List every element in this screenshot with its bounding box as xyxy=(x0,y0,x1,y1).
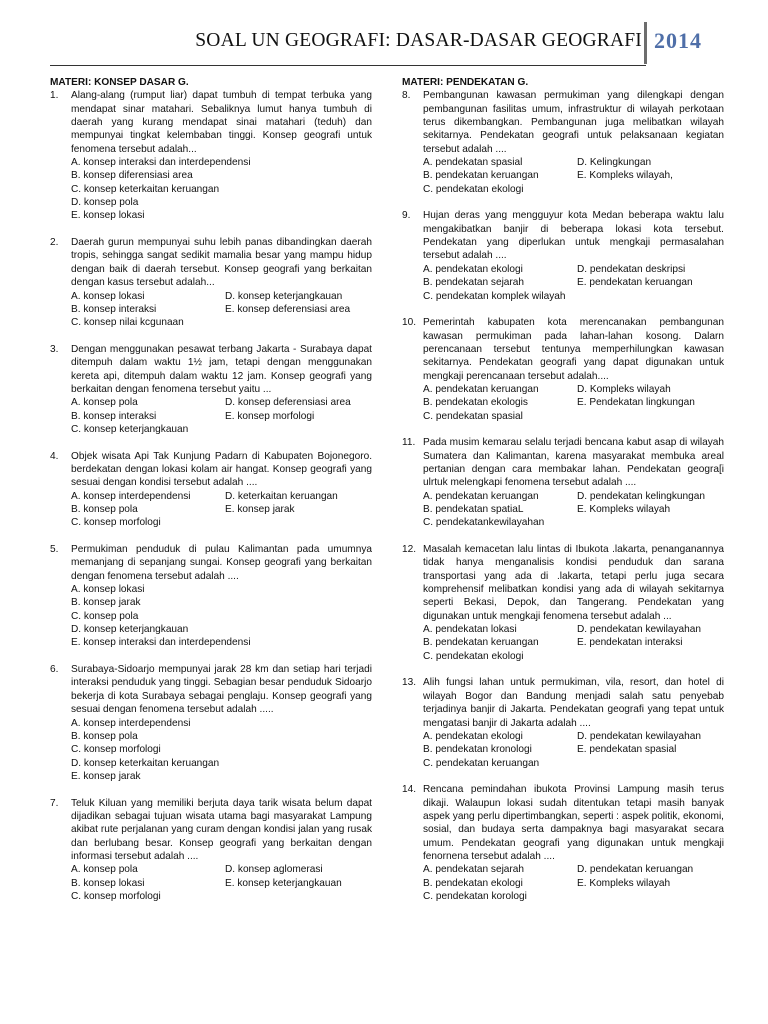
page-title: SOAL UN GEOGRAFI: DASAR-DASAR GEOGRAFI xyxy=(195,30,642,51)
question-text: Masalah kemacetan lalu lintas di Ibukota .lakarta, penanganannya tidak hanya menganalisis kondisi penduduk dan sarana transportasi yang ada di .lakarta, tetapi perlu juga secara komprehensif melibatkan kondisi yang ada di wilayah sekitarnya seperti Bekasi, Depok, dan Tangerang. Pendekatan yang digunakan untuk mengkaji fenomena tersebut adalah ... xyxy=(423,544,724,622)
answer-option: D. pendekatan kewilayahan xyxy=(577,624,702,636)
question-text: Objek wisata Api Tak Kunjung Padarn di Kabupaten Bojonegoro. berdekatan dengan lokasi kolam air hangat. Konsep geografi yang sesuai dengan kondisi tersebut adalah .... xyxy=(71,450,372,489)
answer-option: C. konsep morfologi xyxy=(71,744,161,756)
answer-options xyxy=(71,290,372,330)
answer-option: D. pendekatan kelingkungan xyxy=(577,490,705,502)
answer-option: D. pendekatan kewilayahan xyxy=(577,730,702,742)
answer-option: A. pendekatan keruangan xyxy=(423,383,539,395)
answer-options xyxy=(423,490,724,530)
answer-option: B. konsep interaksi xyxy=(71,303,157,315)
question-text: Pemerintah kabupaten kota merencanakan pembangunan kawasan permukiman pada lahan-lahan kosong. Dalarn perencanaan tersebut tentunya memperhilungkan kawasan sekitarnya. Pendekatan geografi yang dapat digunakan untuk mengkaji perencanaan tersebut adalah.... xyxy=(423,317,724,382)
question-item xyxy=(402,783,724,903)
question-text: Hujan deras yang mengguyur kota Medan beberapa waktu lalu mengakibatkan banjir di beberapa lokasi kota tersebut. Pendekatan yang diperlukan untuk mengkaji permasalahan tersebut adalah .... xyxy=(423,210,724,262)
answer-option: D. konsep deferensiasi area xyxy=(225,397,351,409)
answer-option: A. pendekatan lokasi xyxy=(423,624,517,636)
question-item xyxy=(402,316,724,423)
question-number: 5. xyxy=(50,544,59,556)
answer-option: E. Kompleks wilayah xyxy=(577,877,671,889)
answer-option: C. konsep pola xyxy=(71,610,139,622)
answer-option: D. Kelingkungan xyxy=(577,157,652,169)
question-number: 2. xyxy=(50,237,59,249)
question-text: Permukiman penduduk di pulau Kalimantan pada umumnya memanjang di sepanjang sungai. Konsep geografi yang berkaitan dengan fenomena tersebut adalah .... xyxy=(71,544,372,582)
answer-option: C. konsep nilai kcgunaan xyxy=(71,317,184,329)
question-body xyxy=(423,543,724,663)
question-number: 13. xyxy=(402,677,417,689)
answer-option: E. konsep jarak xyxy=(71,770,141,782)
answer-option: A. pendekatan ekologi xyxy=(423,730,523,742)
answer-option: E. pendekatan keruangan xyxy=(577,277,693,289)
header-rule xyxy=(50,65,646,66)
answer-option: E. konsep morfologi xyxy=(225,410,315,422)
question-body xyxy=(423,316,724,423)
answer-option: E. konsep deferensiasi area xyxy=(225,303,351,315)
answer-options xyxy=(71,490,372,530)
answer-option: E. konsep lokasi xyxy=(71,210,145,222)
answer-options xyxy=(71,717,372,784)
question-number: 6. xyxy=(50,664,59,676)
answer-option: A. konsep lokasi xyxy=(71,584,145,596)
question-text: Dengan menggunakan pesawat terbang Jakarta - Surabaya dapat ditempuh dalam waktu 1½ jam, tetapi dengan menggunakan kereta api, ditempuh dalam waktu 12 jam. Konsep geografi yang berkaitan dengan fenomena tersebut yaitu ... xyxy=(71,343,372,395)
answer-option: B. pendekatan keruangan xyxy=(423,637,539,649)
question-body xyxy=(71,236,372,329)
question-body xyxy=(423,209,724,302)
answer-options xyxy=(423,863,724,903)
answer-option: E. konsep interaksi dan interdependensi xyxy=(71,637,251,649)
question-body xyxy=(71,663,372,783)
answer-option: B. konsep pola xyxy=(71,504,138,515)
answer-option: B. pendekatan keruangan xyxy=(423,170,539,182)
header-year: 2014 xyxy=(654,28,702,53)
answer-option: D. konsep pola xyxy=(71,197,139,209)
answer-option: B. konsep diferensiasi area xyxy=(71,170,193,182)
answer-option: D. konsep keterkaitan keruangan xyxy=(71,757,220,769)
answer-option: B. pendekatan spatiaL xyxy=(423,504,524,515)
answer-option: A. pendekatan keruangan xyxy=(423,490,539,502)
answer-option: E. pendekatan interaksi xyxy=(577,637,683,649)
question-number: 9. xyxy=(402,210,411,222)
question-item xyxy=(50,663,372,783)
section-title-pendekatan: MATERI: PENDEKATAN G. xyxy=(402,77,529,88)
answer-option: E. Kompleks wilayah xyxy=(577,504,671,515)
answer-options xyxy=(423,730,724,770)
question-text: Pada musim kemarau selalu terjadi bencana kabut asap di wilayah Sumatera dan Kalimantan, karena masyarakat membuka areal pertanian dengan cara membakar lahan. Pendekatan geogra[i ulrtuk melengkapi fenomena tersebut adalah .... xyxy=(423,437,724,489)
question-number: 4. xyxy=(50,450,59,462)
question-number: 12. xyxy=(402,544,417,556)
answer-option: B. pendekatan ekologi xyxy=(423,877,523,889)
answer-option: D. konsep keterjangkauan xyxy=(225,290,343,302)
answer-options xyxy=(71,396,372,436)
answer-option: D. keterkaitan keruangan xyxy=(225,490,338,502)
answer-option: C. pendekatan ekologi xyxy=(423,650,524,662)
question-item xyxy=(402,209,724,302)
answer-option: D. Kompleks wilayah xyxy=(577,383,671,395)
answer-option: C. pendekatan komplek wilayah xyxy=(423,290,566,302)
right-column xyxy=(402,76,724,917)
question-number: 8. xyxy=(402,90,411,102)
question-item xyxy=(50,797,372,904)
question-text: Alih fungsi lahan untuk permukiman, vila, resort, dan hotel di wilayah Bogor dan Bandung menjadi salah satu penyebab terjadinya banjir di Jakarta. Pendekatan geografi yang tepat untuk mengatasi banjir di Jakarta adalah .... xyxy=(423,677,724,729)
question-text: Teluk Kiluan yang memiliki berjuta daya tarik wisata belum dapat dijadikan sebagai tujuan wisata utama bagi masyarakat Lampung akibat rute perjalanan yang curam dengan kondisi jalan yang rusak dan berlubang besar. Konsep geografi yang berkaitan dengan informasi tersebut adalah .... xyxy=(71,797,372,862)
answer-option: B. pendekatan kronologi xyxy=(423,744,532,756)
answer-options xyxy=(423,383,724,423)
answer-options xyxy=(71,863,372,903)
question-text: Pembangunan kawasan permukiman yang dilengkapi dengan pembangunan fasilitas umum, infrastruktur di wilayah perkotaan terus dikembangkan. Pembangunan juga melibatkan wilayah sekitarnya. Pendekatan geografi untuk pelaksanaan kegiatan tersebut adalah .... xyxy=(423,90,724,155)
question-body xyxy=(423,89,724,196)
answer-options xyxy=(423,263,724,303)
question-list xyxy=(50,89,372,903)
answer-option: A. pendekatan ekologi xyxy=(423,263,523,275)
left-column xyxy=(50,76,372,917)
answer-options xyxy=(423,623,724,663)
answer-option: A. pendekatan spasial xyxy=(423,157,523,169)
question-body xyxy=(71,343,372,436)
question-item xyxy=(50,236,372,329)
answer-option: D. konsep keterjangkauan xyxy=(71,624,189,636)
question-number: 14. xyxy=(402,784,417,796)
answer-option: C. konsep keterjangkauan xyxy=(71,423,189,435)
question-number: 1. xyxy=(50,90,59,102)
question-body xyxy=(71,450,372,530)
question-body xyxy=(71,89,372,222)
answer-option: A. konsep pola xyxy=(71,864,138,876)
question-number: 7. xyxy=(50,797,59,809)
answer-option: D. pendekatan deskripsi xyxy=(577,263,686,275)
question-text: Alang-alang (rumput liar) dapat tumbuh di tempat terbuka yang mendapat sinar matahari. Sebaliknya lumut hanya tumbuh di daerah yang kurang mendapat sinai matahari (teduh) dan mempunyai tingkat kelembaban tinggi. Konsep geografi untuk fenomena tersebut adalah... xyxy=(71,90,372,155)
question-item xyxy=(402,436,724,529)
answer-option: A. konsep interdependensi xyxy=(71,717,191,729)
answer-option: B. konsep interaksi xyxy=(71,410,157,422)
question-body xyxy=(71,797,372,904)
section-title-konsep: MATERI: KONSEP DASAR G. xyxy=(50,77,189,88)
answer-option: A. konsep lokasi xyxy=(71,290,145,302)
question-body xyxy=(423,436,724,529)
answer-option: B. pendekatan ekologis xyxy=(423,397,528,409)
answer-option: B. konsep lokasi xyxy=(71,877,145,889)
answer-option: D. konsep aglomerasi xyxy=(225,864,323,876)
page-header xyxy=(0,22,768,66)
question-list xyxy=(402,89,724,903)
answer-option: E. konsep keterjangkauan xyxy=(225,877,342,889)
answer-option: C. pendekatan korologi xyxy=(423,890,527,902)
question-item xyxy=(402,543,724,663)
question-item xyxy=(402,676,724,769)
question-item xyxy=(50,450,372,530)
question-text: Surabaya-Sidoarjo mempunyai jarak 28 km dan setiap hari terjadi interaksi penduduk yang tinggi. Sebagian besar penduduk Sidoarjo bekerja di kota Surabaya sebagai penglaju. Konsep geografi yang sesuai dengan fenomena tersebut adalah ..... xyxy=(71,664,372,716)
question-body xyxy=(423,783,724,903)
answer-option: A. konsep interaksi dan interdependensi xyxy=(71,157,251,169)
question-text: Rencana pemindahan ibukota Provinsi Lampung masih terus dikaji. Walaupun lokasi sudah ditentukan tetapi masih banyak aspek yang perlu dipertimbangkan, seperti : aspek politik, ekonomi, sosial, dan budaya serta dampaknya bagi masyarakat secara umum. Pendekatan geografi yang digunakan untuk mengkaji fenornena tersebut adalah .... xyxy=(423,784,724,862)
answer-options xyxy=(423,156,724,196)
answer-option: D. pendekatan keruangan xyxy=(577,864,694,876)
answer-option: E. Kompleks wilayah, xyxy=(577,170,673,182)
question-item xyxy=(50,543,372,650)
answer-option: E. Pendekatan lingkungan xyxy=(577,397,695,409)
question-text: Daerah gurun mempunyai suhu lebih panas dibandingkan daerah tropis, sehingga sangat sedikit mamalia besar yang mampu hidup dengan baik di daerah tersebut. Konsep geografi yang berkaitan dengan kasus tersebut adalah... xyxy=(71,237,372,289)
question-body xyxy=(71,543,372,650)
answer-option: C. pendekatan ekologi xyxy=(423,183,524,195)
answer-option: C. pendekatan keruangan xyxy=(423,757,540,769)
question-number: 11. xyxy=(402,437,416,449)
question-body xyxy=(423,676,724,769)
answer-options xyxy=(71,583,372,650)
question-number: 3. xyxy=(50,343,59,355)
answer-option: C. konsep keterkaitan keruangan xyxy=(71,183,220,195)
answer-option: A. konsep interdependensi xyxy=(71,490,191,502)
answer-option: B. konsep pola xyxy=(71,730,138,742)
answer-option: E. pendekatan spasial xyxy=(577,744,677,756)
answer-option: C. konsep morfologi xyxy=(71,890,161,902)
question-item xyxy=(50,343,372,436)
header-divider xyxy=(644,22,647,64)
answer-option: B. konsep jarak xyxy=(71,597,141,609)
answer-option: A. konsep pola xyxy=(71,397,138,409)
answer-option: A. pendekatan sejarah xyxy=(423,864,525,876)
answer-option: C. pendekatan spasial xyxy=(423,410,523,422)
answer-option: B. pendekatan sejarah xyxy=(423,277,525,289)
question-item xyxy=(50,89,372,222)
question-number: 10. xyxy=(402,317,417,329)
answer-option: C. pendekatankewilayahan xyxy=(423,517,545,529)
question-item xyxy=(402,89,724,196)
answer-options xyxy=(71,156,372,223)
answer-option: C. konsep morfologi xyxy=(71,517,161,529)
answer-option: E. konsep jarak xyxy=(225,504,295,515)
